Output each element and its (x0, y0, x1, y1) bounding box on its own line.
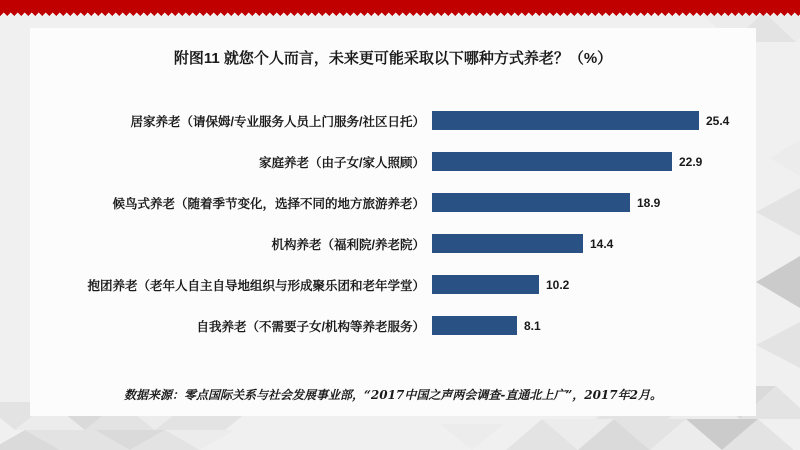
value-label: 18.9 (637, 195, 661, 210)
bar (432, 152, 672, 171)
category-label: 机构养老（福利院/养老院） (271, 237, 425, 252)
category-label: 居家养老（请保姆/专业服务人员上门服务/社区日托） (130, 114, 425, 129)
value-label: 10.2 (546, 277, 570, 292)
bar (432, 193, 630, 212)
category-label: 自我养老（不需要子女/机构等养老服务） (196, 319, 425, 334)
value-label: 8.1 (524, 318, 541, 333)
chart-title: 附图11 就您个人而言，未来更可能采取以下哪种方式养老？（%） (173, 50, 613, 67)
value-label: 14.4 (590, 236, 614, 251)
chart-card (30, 28, 756, 416)
value-label: 25.4 (706, 113, 730, 128)
category-label: 抱团养老（老年人自主自导地组织与形成聚乐团和老年学堂） (87, 278, 425, 293)
chart-row (40, 141, 750, 182)
bar (432, 316, 517, 335)
decor-triangle (756, 322, 800, 368)
top-red-ribbon (0, 0, 800, 9)
decor-triangle (770, 140, 800, 176)
bar (432, 234, 583, 253)
chart-row (40, 223, 750, 264)
category-label: 候鸟式养老（随着季节变化，选择不同的地方旅游养老） (112, 196, 425, 211)
chart-row (40, 264, 750, 305)
decor-triangle (756, 188, 800, 236)
chart-row (40, 100, 750, 141)
bar (432, 111, 699, 130)
chart-row (40, 305, 750, 346)
chart-row (40, 182, 750, 223)
source-note: 数据来源：零点国际关系与社会发展事业部，“2017中国之声两会调查-直通北上广”，2017年2月。 (124, 388, 662, 402)
bar (432, 275, 539, 294)
decor-triangle (756, 256, 800, 308)
decor-triangle (440, 424, 504, 450)
category-label: 家庭养老（由子女/家人照顾） (259, 155, 425, 170)
bar-chart (40, 100, 750, 346)
value-label: 22.9 (679, 154, 703, 169)
